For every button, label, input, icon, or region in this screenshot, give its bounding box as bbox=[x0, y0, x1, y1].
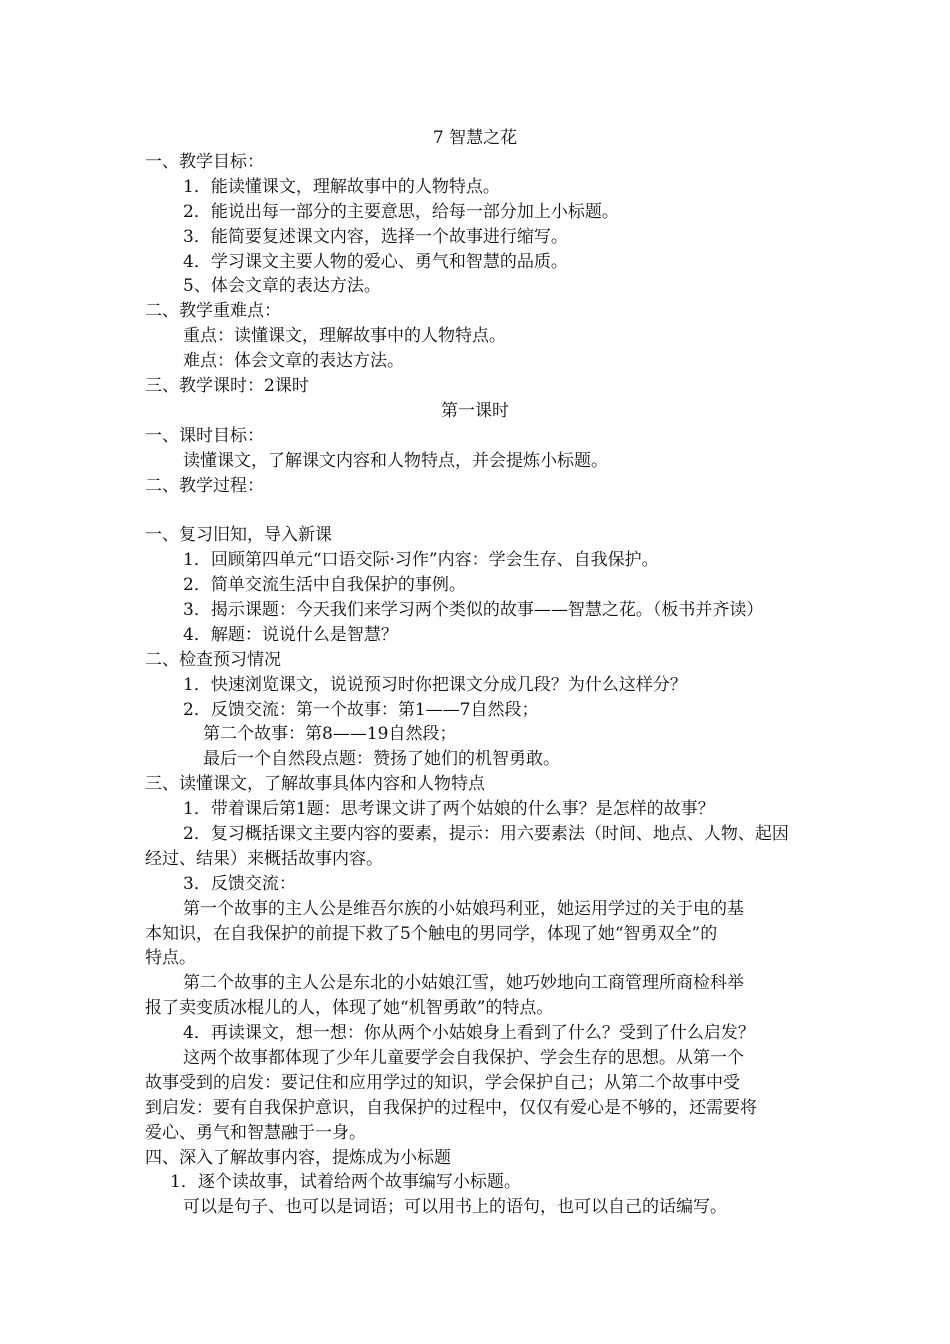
lesson-one-title: 第一课时 bbox=[441, 401, 509, 421]
section-2-item-2: 2．反馈交流：第一个故事：第1——7自然段； bbox=[183, 700, 539, 720]
section-3-item-2: 2．复习概括课文主要内容的要素，提示：用六要素法（时间、地点、人物、起因 bbox=[183, 824, 789, 844]
section-3-item-4: 4．再读课文，想一想：你从两个小姑娘身上看到了什么？受到了什么启发？ bbox=[183, 1023, 755, 1043]
key-points-heading: 二、教学重难点： bbox=[145, 301, 281, 321]
inspiration-paragraph-line-1: 这两个故事都体现了少年儿童要学会自我保护、学会生存的思想。从第一个 bbox=[183, 1048, 744, 1068]
section-4-heading: 四、深入了解故事内容，提炼成为小标题 bbox=[145, 1148, 451, 1168]
section-1-item-4: 4．解题：说说什么是智慧？ bbox=[183, 625, 398, 645]
section-3-heading: 三、读懂课文，了解故事具体内容和人物特点 bbox=[145, 774, 485, 794]
goal-item-4: 4．学习课文主要人物的爱心、勇气和智慧的品质。 bbox=[183, 252, 568, 272]
section-4-item-1-note: 可以是句子、也可以是词语；可以用书上的语句，也可以自己的话编写。 bbox=[183, 1197, 727, 1217]
story-1-paragraph-line-2: 本知识，在自我保护的前提下救了5个触电的男同学，体现了她“智勇双全”的 bbox=[145, 924, 718, 944]
section-2-item-2-line-2: 第二个故事：第8——19自然段； bbox=[203, 724, 457, 744]
hours-heading: 三、教学课时：2课时 bbox=[145, 376, 309, 396]
difficult-point: 难点：体会文章的表达方法。 bbox=[183, 351, 404, 371]
section-3-item-3: 3．反馈交流： bbox=[183, 874, 296, 894]
story-2-paragraph-line-2: 报了卖变质冰棍儿的人，体现了她“机智勇敢”的特点。 bbox=[145, 998, 554, 1018]
section-3-item-2-cont: 经过、结果）来概括故事内容。 bbox=[145, 849, 383, 869]
inspiration-paragraph-line-3: 到启发：要有自我保护意识，自我保护的过程中，仅仅有爱心是不够的，还需要将 bbox=[145, 1098, 757, 1118]
goal-item-1: 1．能读懂课文，理解故事中的人物特点。 bbox=[183, 177, 500, 197]
key-point: 重点：读懂课文，理解故事中的人物特点。 bbox=[183, 326, 506, 346]
section-1-item-3: 3．揭示课题：今天我们来学习两个类似的故事——智慧之花。（板书并齐读） bbox=[183, 600, 764, 620]
section-4-item-1: 1．逐个读故事，试着给两个故事编写小标题。 bbox=[170, 1172, 521, 1192]
section-1-heading: 一、复习旧知，导入新课 bbox=[145, 525, 332, 545]
goals-heading: 一、教学目标： bbox=[145, 152, 264, 172]
doc-title: 7 智慧之花 bbox=[432, 128, 518, 148]
story-1-paragraph-line-1: 第一个故事的主人公是维吾尔族的小姑娘玛利亚，她运用学过的关于电的基 bbox=[183, 899, 744, 919]
section-2-item-2-line-3: 最后一个自然段点题：赞扬了她们的机智勇敢。 bbox=[203, 749, 560, 769]
story-2-paragraph-line-1: 第二个故事的主人公是东北的小姑娘江雪，她巧妙地向工商管理所商检科举 bbox=[183, 973, 744, 993]
section-2-heading: 二、检查预习情况 bbox=[145, 650, 281, 670]
lesson-goal-heading: 一、课时目标： bbox=[145, 426, 264, 446]
section-3-item-1: 1．带着课后第1题：思考课文讲了两个姑娘的什么事？是怎样的故事？ bbox=[183, 799, 715, 819]
goal-item-5: 5、体会文章的表达方法。 bbox=[183, 276, 381, 296]
section-1-item-2: 2．简单交流生活中自我保护的事例。 bbox=[183, 575, 466, 595]
story-1-paragraph-line-3: 特点。 bbox=[145, 948, 196, 968]
goal-item-3: 3．能简要复述课文内容，选择一个故事进行缩写。 bbox=[183, 227, 568, 247]
section-2-item-1: 1．快速浏览课文，说说预习时你把课文分成几段？为什么这样分？ bbox=[183, 675, 687, 695]
section-1-item-1: 1．回顾第四单元“口语交际·习作”内容：学会生存、自我保护。 bbox=[183, 550, 659, 570]
inspiration-paragraph-line-4: 爱心、勇气和智慧融于一身。 bbox=[145, 1123, 366, 1143]
goal-item-2: 2．能说出每一部分的主要意思，给每一部分加上小标题。 bbox=[183, 202, 619, 222]
lesson-goal-text: 读懂课文，了解课文内容和人物特点，并会提炼小标题。 bbox=[183, 451, 608, 471]
process-heading: 二、教学过程： bbox=[145, 476, 264, 496]
inspiration-paragraph-line-2: 故事受到的启发：要记住和应用学过的知识，学会保护自己；从第二个故事中受 bbox=[145, 1073, 740, 1093]
